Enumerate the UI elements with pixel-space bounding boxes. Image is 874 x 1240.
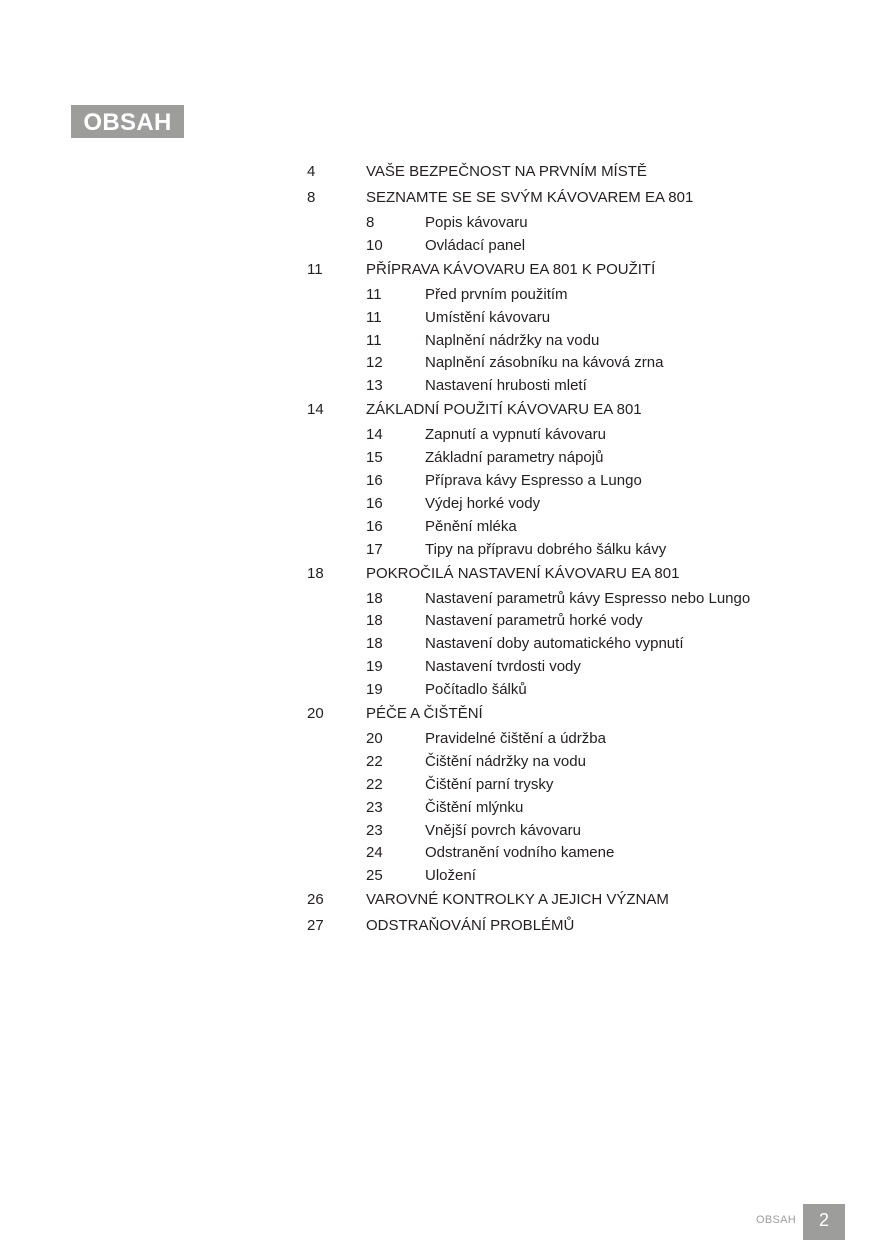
toc-subsection[interactable] — [307, 283, 847, 306]
toc-subsection-page: 10 — [366, 236, 383, 254]
toc-subsection[interactable] — [307, 678, 847, 701]
toc-subsection-page: 17 — [366, 540, 383, 558]
toc-subsection[interactable] — [307, 841, 847, 864]
toc-subsection-title: Naplnění nádržky na vodu — [425, 331, 600, 349]
toc-subsection-title: Nastavení doby automatického vypnutí — [425, 635, 684, 653]
toc-subsection-title: Odstranění vodního kamene — [425, 844, 615, 862]
toc-section-title: PŘÍPRAVA KÁVOVARU EA 801 K POUŽITÍ — [366, 260, 656, 278]
toc-subsection[interactable] — [307, 469, 847, 492]
toc-subsection-page: 14 — [366, 426, 383, 444]
toc-subsection[interactable] — [307, 374, 847, 397]
toc-subsection-page: 22 — [366, 752, 383, 770]
toc-subsection-page: 16 — [366, 517, 383, 535]
toc-subsection-title: Čištění nádržky na vodu — [425, 752, 586, 770]
toc-subsection-page: 8 — [366, 214, 375, 231]
table-of-contents — [307, 159, 847, 939]
toc-section-title: PÉČE A ČIŠTĚNÍ — [366, 705, 483, 723]
toc-subsection-page: 19 — [366, 681, 383, 699]
toc-subsection-page: 19 — [366, 658, 383, 676]
toc-subsection[interactable] — [307, 587, 847, 610]
toc-section[interactable] — [307, 561, 847, 587]
toc-subsection-title: Výdej horké vody — [425, 494, 541, 512]
toc-subsection-page: 23 — [366, 821, 383, 839]
toc-subsection-page: 20 — [366, 730, 383, 748]
toc-subsection-title: Umístění kávovaru — [425, 308, 551, 326]
toc-subsection[interactable] — [307, 234, 847, 257]
toc-section[interactable] — [307, 913, 847, 939]
toc-subsection-title: Uložení — [425, 867, 476, 885]
toc-subsection[interactable] — [307, 423, 847, 446]
toc-subsection-title: Zapnutí a vypnutí kávovaru — [425, 426, 606, 444]
toc-subsection-title: Naplnění zásobníku na kávová zrna — [425, 354, 664, 372]
toc-section-page: 18 — [307, 564, 324, 582]
toc-section-page: 11 — [307, 260, 323, 278]
toc-section[interactable] — [307, 159, 847, 185]
toc-subsection[interactable] — [307, 446, 847, 469]
toc-subsection-title: Základní parametry nápojů — [425, 449, 604, 467]
toc-section-page: 26 — [307, 891, 324, 909]
toc-subsection-page: 11 — [366, 308, 382, 326]
toc-subsection-page: 16 — [366, 472, 383, 490]
toc-subsection-title: Nastavení parametrů horké vody — [425, 612, 643, 630]
toc-section-page: 27 — [307, 917, 324, 935]
toc-subsection-title: Popis kávovaru — [425, 214, 528, 231]
toc-subsection-title: Nastavení tvrdosti vody — [425, 658, 581, 676]
toc-subsection-page: 24 — [366, 844, 383, 862]
toc-subsection-page: 13 — [366, 377, 383, 395]
toc-subsection-title: Čištění mlýnku — [425, 798, 524, 816]
toc-subsection[interactable] — [307, 609, 847, 632]
toc-subsection[interactable] — [307, 727, 847, 750]
toc-subsection[interactable] — [307, 538, 847, 561]
toc-subsection-title: Ovládací panel — [425, 236, 526, 254]
toc-subsection[interactable] — [307, 773, 847, 796]
toc-subsection[interactable] — [307, 329, 847, 352]
toc-subsection-title: Nastavení hrubosti mletí — [425, 377, 587, 395]
toc-subsection[interactable] — [307, 515, 847, 538]
toc-subsection[interactable] — [307, 632, 847, 655]
toc-subsection-page: 23 — [366, 798, 383, 816]
toc-section-page: 20 — [307, 705, 324, 723]
toc-section[interactable] — [307, 701, 847, 727]
toc-subsection-page: 25 — [366, 867, 383, 885]
toc-section[interactable] — [307, 397, 847, 423]
page-title: OBSAH — [71, 105, 184, 138]
toc-subsection-page: 22 — [366, 775, 383, 793]
footer-page-number: 2 — [803, 1204, 845, 1240]
toc-subsection-page: 18 — [366, 589, 383, 607]
toc-subsection-title: Pěnění mléka — [425, 517, 517, 535]
toc-subsection[interactable] — [307, 211, 847, 234]
toc-section-title: ODSTRAŇOVÁNÍ PROBLÉMŮ — [366, 917, 575, 935]
toc-section[interactable] — [307, 185, 847, 211]
toc-section-title: SEZNAMTE SE SE SVÝM KÁVOVAREM EA 801 — [366, 189, 694, 206]
toc-subsection-page: 16 — [366, 494, 383, 512]
toc-section-title: ZÁKLADNÍ POUŽITÍ KÁVOVARU EA 801 — [366, 401, 642, 419]
toc-section-page: 4 — [307, 163, 316, 180]
toc-subsection[interactable] — [307, 655, 847, 678]
toc-subsection-page: 18 — [366, 612, 383, 630]
footer-section-label: OBSAH — [755, 1214, 796, 1226]
toc-section[interactable] — [307, 887, 847, 913]
toc-subsection-title: Před prvním použitím — [425, 285, 568, 303]
toc-subsection-title: Nastavení parametrů kávy Espresso nebo Lungo — [425, 589, 751, 607]
toc-subsection-title: Čištění parní trysky — [425, 775, 554, 793]
toc-subsection[interactable] — [307, 750, 847, 773]
toc-section-title: VAROVNÉ KONTROLKY A JEJICH VÝZNAM — [366, 891, 669, 909]
toc-section-page: 8 — [307, 189, 316, 206]
toc-subsection-title: Příprava kávy Espresso a Lungo — [425, 472, 642, 490]
toc-subsection[interactable] — [307, 796, 847, 819]
toc-subsection-page: 15 — [366, 449, 383, 467]
toc-subsection[interactable] — [307, 306, 847, 329]
toc-subsection-page: 12 — [366, 354, 383, 372]
toc-subsection-page: 11 — [366, 331, 382, 349]
toc-subsection[interactable] — [307, 819, 847, 842]
toc-subsection-title: Vnější povrch kávovaru — [425, 821, 581, 839]
toc-subsection[interactable] — [307, 864, 847, 887]
toc-subsection-title: Počítadlo šálků — [425, 681, 527, 699]
toc-section-title: VAŠE BEZPEČNOST NA PRVNÍM MÍSTĚ — [366, 163, 647, 180]
toc-section[interactable] — [307, 257, 847, 283]
toc-subsection[interactable] — [307, 351, 847, 374]
toc-section-page: 14 — [307, 401, 324, 419]
toc-subsection-page: 18 — [366, 635, 383, 653]
toc-subsection-page: 11 — [366, 285, 382, 303]
toc-section-title: POKROČILÁ NASTAVENÍ KÁVOVARU EA 801 — [366, 564, 680, 582]
toc-subsection-title: Pravidelné čištění a údržba — [425, 730, 606, 748]
toc-subsection[interactable] — [307, 492, 847, 515]
toc-subsection-title: Tipy na přípravu dobrého šálku kávy — [425, 540, 667, 558]
